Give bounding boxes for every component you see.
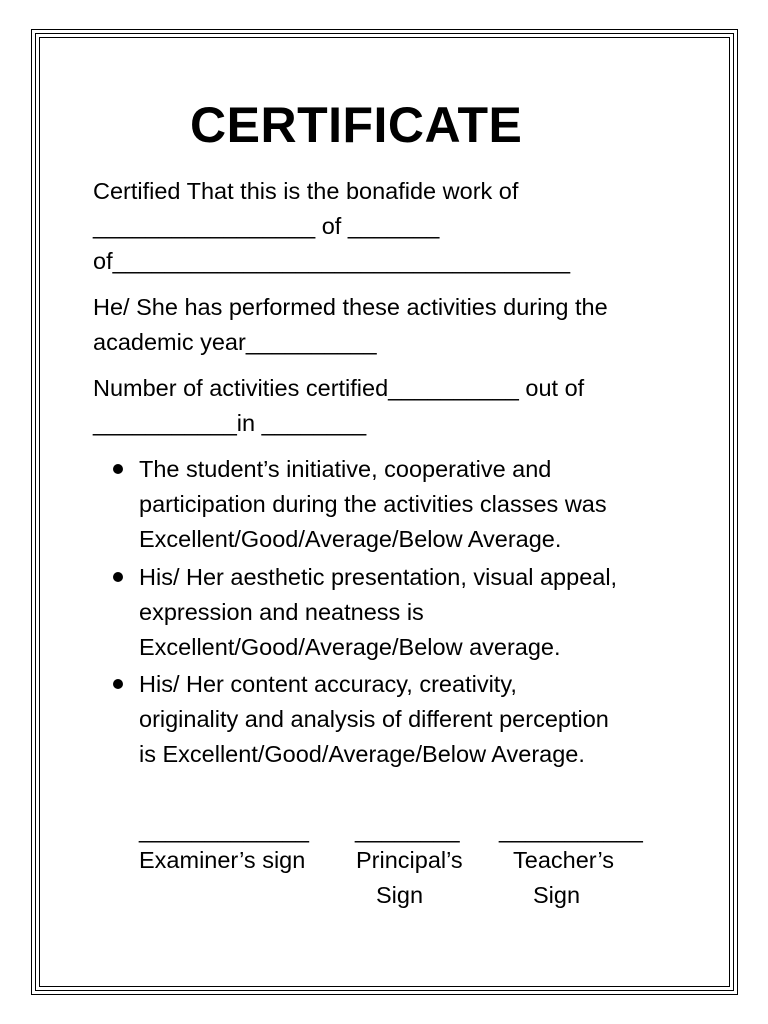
teacher-signature-label-2: Sign: [533, 882, 581, 908]
body-line: academic year__________: [93, 329, 377, 355]
teacher-signature-line: ___________: [499, 817, 643, 843]
principal-signature-label: Principal’s: [356, 847, 463, 873]
bullet-icon: [113, 464, 123, 474]
principal-signature-line: ________: [355, 817, 460, 843]
bullet-line: Excellent/Good/Average/Below Average.: [139, 526, 562, 552]
teacher-signature-label: Teacher’s: [513, 847, 615, 873]
examiner-signature-line: _____________: [139, 817, 309, 843]
principal-signature-label-2: Sign: [376, 882, 424, 908]
bullet-line: participation during the activities classes was: [139, 491, 607, 517]
body-line: of___________________________________: [93, 248, 571, 274]
examiner-signature-label: Examiner’s sign: [139, 847, 306, 873]
body-line: ___________in ________: [93, 410, 367, 436]
bullet-line: is Excellent/Good/Average/Below Average.: [139, 741, 585, 767]
body-line: _________________ of _______: [93, 213, 440, 239]
bullet-icon: [113, 679, 123, 689]
bullet-line: expression and neatness is: [139, 599, 424, 625]
bullet-line: Excellent/Good/Average/Below average.: [139, 634, 561, 660]
bullet-line: His/ Her content accuracy, creativity,: [139, 671, 517, 697]
bullet-icon: [113, 572, 123, 582]
body-line: Number of activities certified__________ out of: [93, 375, 585, 401]
bullet-line: His/ Her aesthetic presentation, visual appeal,: [139, 564, 618, 590]
body-line: He/ She has performed these activities during the: [93, 294, 608, 320]
bullet-line: The student’s initiative, cooperative and: [139, 456, 552, 482]
bullet-line: originality and analysis of different perception: [139, 706, 609, 732]
body-line: Certified That this is the bonafide work of: [93, 178, 519, 204]
certificate-title: CERTIFICATE: [190, 97, 523, 153]
